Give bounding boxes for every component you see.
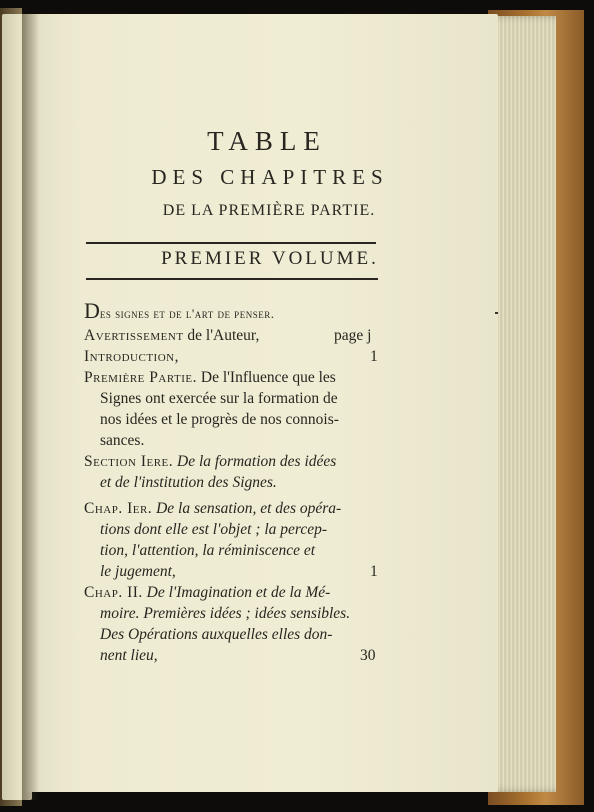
page-number: 1 xyxy=(370,348,378,365)
toc-heading-text: es signes et de l'art de penser. xyxy=(99,306,275,321)
toc-line: sances. xyxy=(100,432,145,449)
bottom-rule xyxy=(86,278,378,280)
entry-text: De la formation des idées xyxy=(177,453,337,470)
toc-entry-section xyxy=(84,453,336,471)
toc-entry-chap2 xyxy=(84,584,330,602)
title-chapitres: DES CHAPITRES xyxy=(151,165,389,189)
toc-line: et de l'institution des Signes. xyxy=(100,474,277,491)
title-partie: DE LA PREMIÈRE PARTIE. xyxy=(162,202,376,219)
toc-entry-premiere-partie xyxy=(84,369,336,387)
page-number: 1 xyxy=(370,563,378,580)
title-table: TABLE xyxy=(207,126,327,156)
entry-text: De l'Imagination et de la Mé- xyxy=(146,584,331,601)
toc-line: tion, l'attention, la réminiscence et xyxy=(100,542,316,559)
toc-entry-chap1 xyxy=(84,500,341,518)
toc-line: tions dont elle est l'objet ; la percep- xyxy=(100,521,328,538)
volume-heading: PREMIER VOLUME. xyxy=(161,248,379,269)
toc-line: nos idées et le progrès de nos connois- xyxy=(100,411,339,428)
entry-label: Introduction, xyxy=(84,348,179,365)
entry-text: De la sensation, et des opéra- xyxy=(156,500,342,517)
toc-line: moire. Premières idées ; idées sensibles. xyxy=(100,605,351,622)
entry-label: Première Partie. xyxy=(84,369,197,386)
spine-shadow xyxy=(22,14,40,800)
entry-label: Chap. II. xyxy=(84,584,143,601)
entry-label: Chap. Ier. xyxy=(84,500,153,517)
toc-line: Signes ont exercée sur la formation de xyxy=(100,390,338,407)
drop-letter: D xyxy=(84,298,100,323)
entry-label: Avertissement xyxy=(84,327,184,344)
toc-line: nent lieu, xyxy=(100,647,158,664)
entry-label: Section Iere. xyxy=(84,453,174,470)
page-number: page j xyxy=(334,327,372,344)
toc-entry-introduction xyxy=(84,348,179,366)
ink-speck xyxy=(495,312,498,314)
toc-entry-avertissement xyxy=(84,327,259,345)
toc-line: Des Opérations auxquelles elles don- xyxy=(100,626,333,643)
entry-text: De l'Influence que les xyxy=(200,369,336,386)
entry-text: de l'Auteur, xyxy=(187,327,260,344)
book-page xyxy=(26,14,498,792)
toc-heading xyxy=(84,298,274,324)
top-rule xyxy=(86,242,376,244)
toc-line: le jugement, xyxy=(100,563,176,580)
page-number: 30 xyxy=(360,647,376,664)
